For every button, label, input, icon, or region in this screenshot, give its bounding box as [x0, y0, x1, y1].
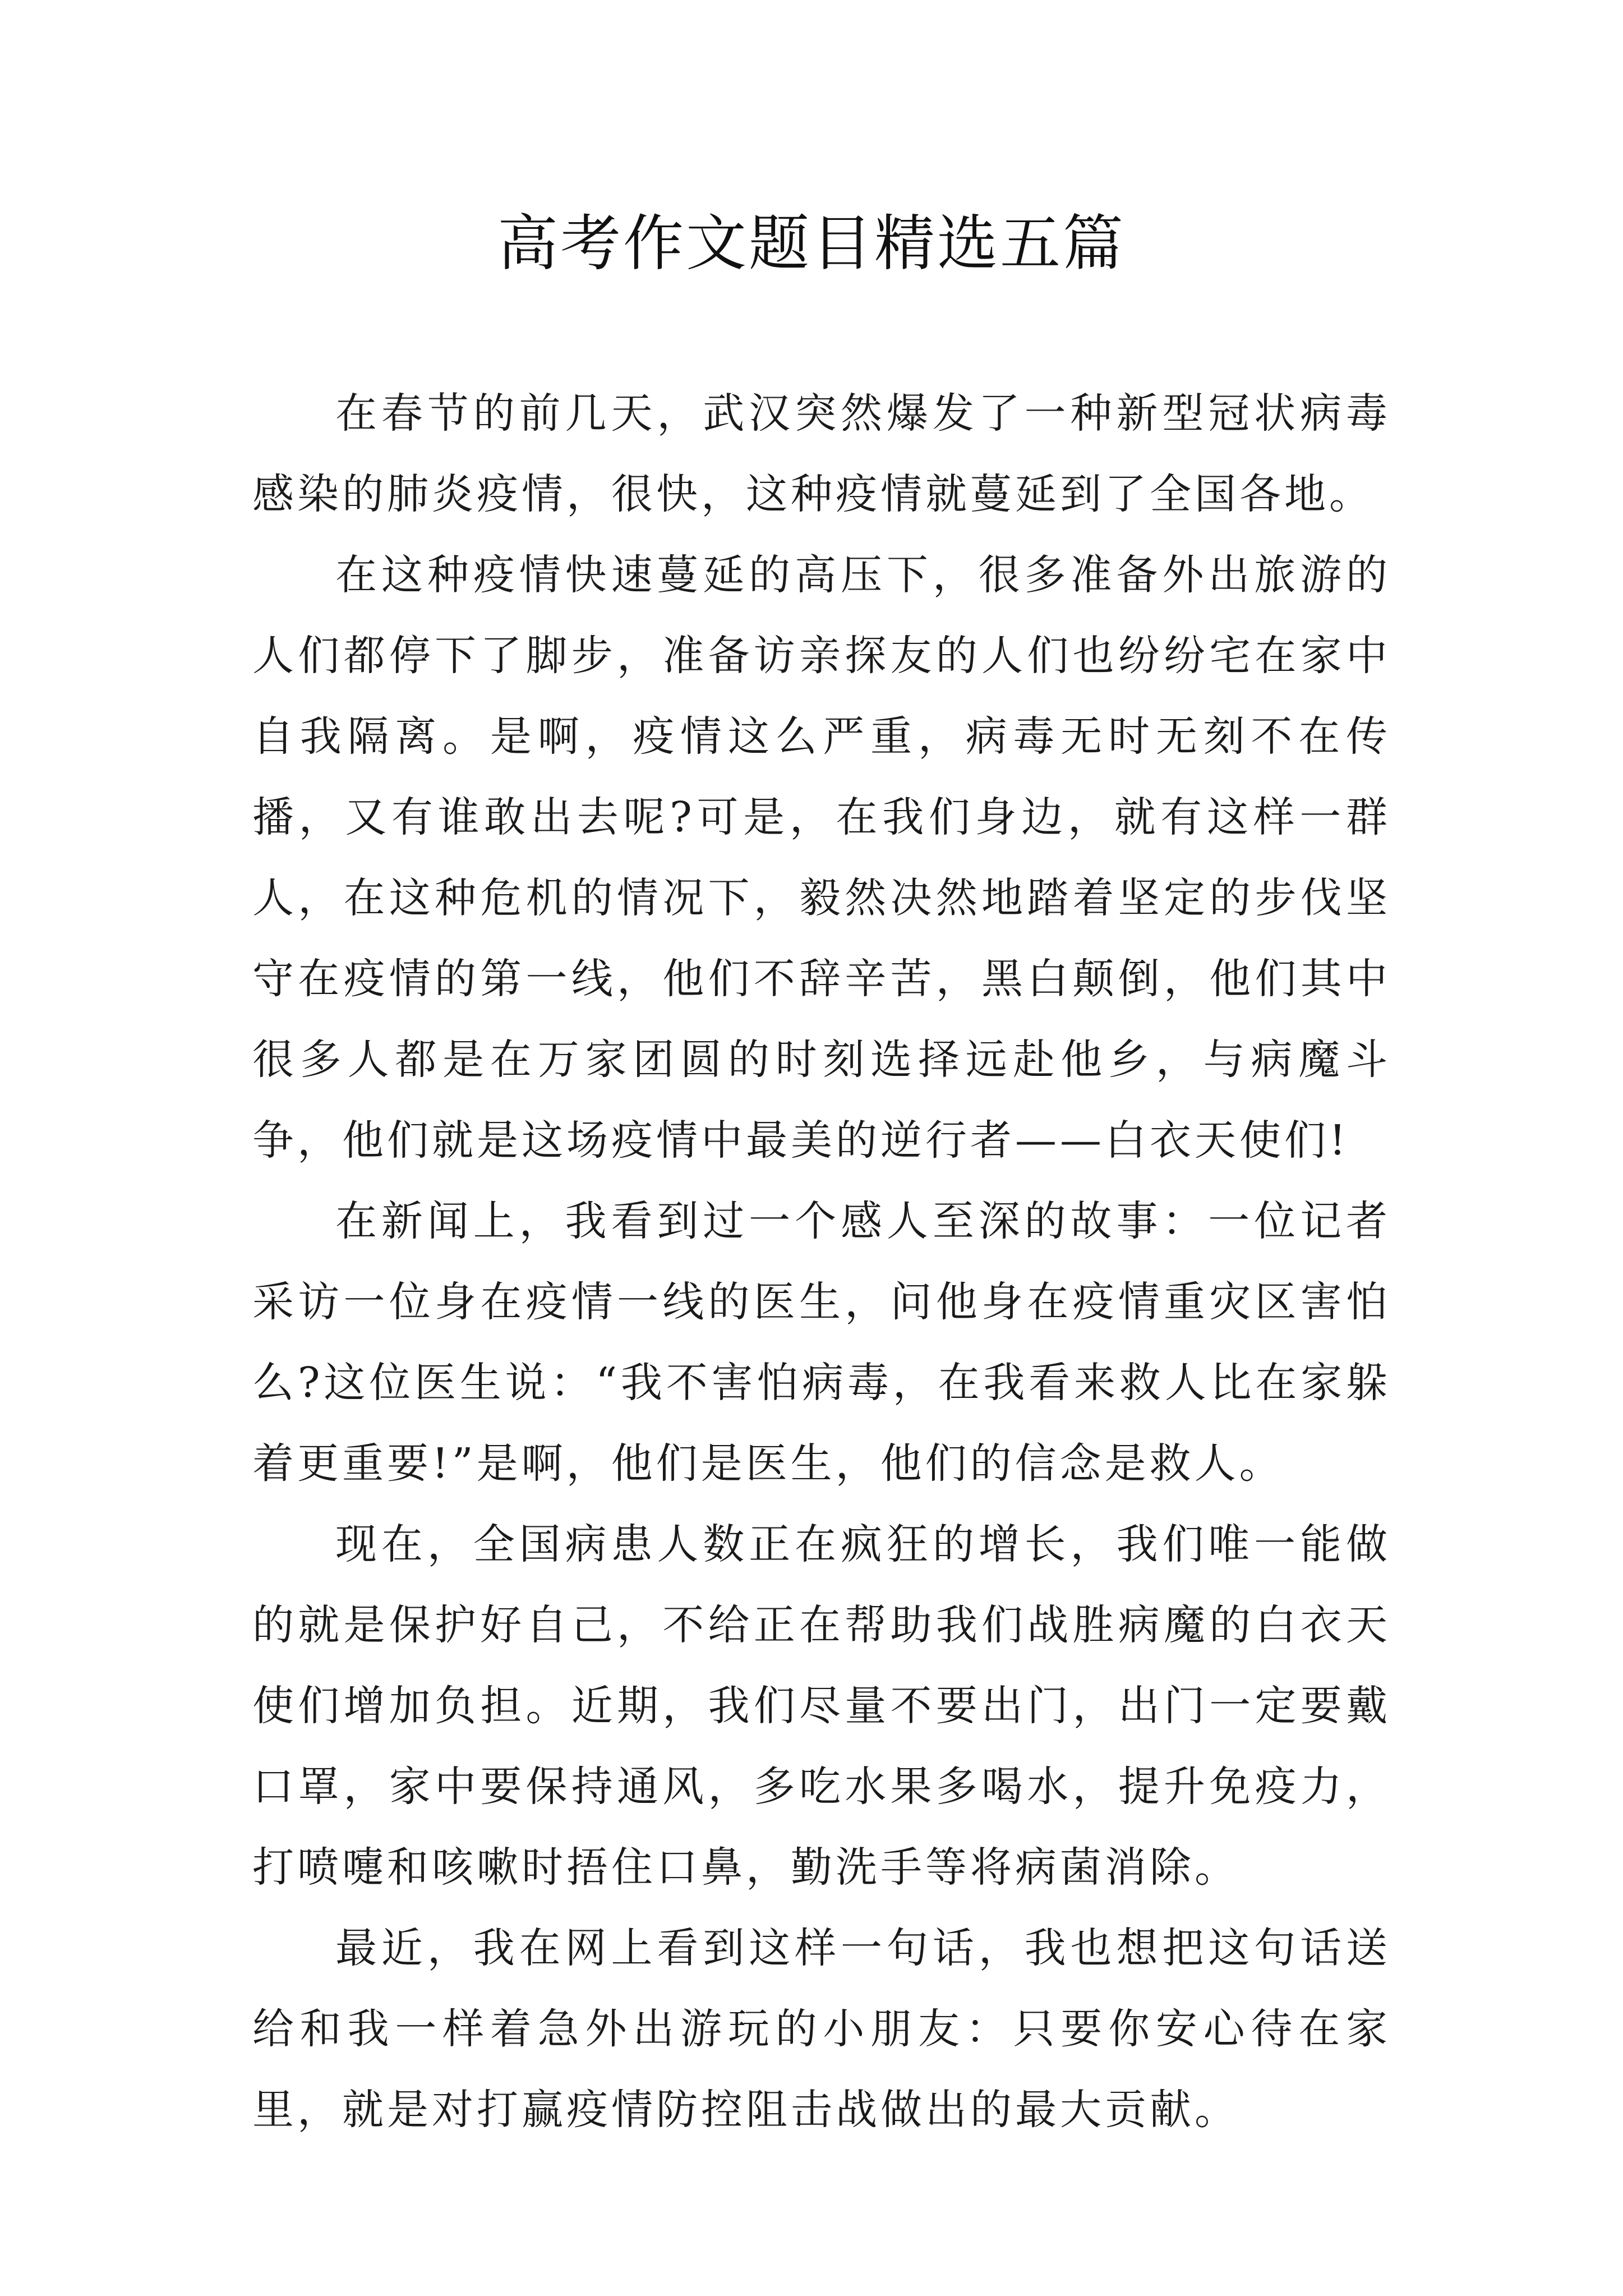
paragraph: 在春节的前几天，武汉突然爆发了一种新型冠状病毒感染的肺炎疫情，很快，这种疫情就蔓延到了全国各地。 — [252, 389, 1391, 518]
paragraph: 现在，全国病患人数正在疯狂的增长，我们唯一能做的就是保护好自己，不给正在帮助我们战胜病魔的白衣天使们增加负担。近期，我们尽量不要出门，出门一定要戴口罩，家中要保持通风，多吃水果多喝水，提升免疫力，打喷嚏和咳嗽时捂住口鼻，勤洗手等将病菌消除。 — [252, 1520, 1391, 1892]
paragraph: 最近，我在网上看到这样一句话，我也想把这句话送给和我一样着急外出游玩的小朋友：只要你安心待在家里，就是对打赢疫情防控阻击战做出的最大贡献。 — [252, 1924, 1391, 2134]
document-title: 高考作文题目精选五篇 — [497, 209, 1126, 279]
document-body — [252, 373, 1391, 2150]
paragraph: 在新闻上，我看到过一个感人至深的故事：一位记者采访一位身在疫情一线的医生，问他身在疫情重灾区害怕么?这位医生说：“我不害怕病毒，在我看来救人比在家躲着更重要!”是啊，他们是医生，他们的信念是救人。 — [252, 1197, 1391, 1488]
paragraph: 在这种疫情快速蔓延的高压下，很多准备外出旅游的人们都停下了脚步，准备访亲探友的人们也纷纷宅在家中自我隔离。是啊，疫情这么严重，病毒无时无刻不在传播，又有谁敢出去呢?可是，在我们身边，就有这样一群人，在这种危机的情况下，毅然决然地踏着坚定的步伐坚守在疫情的第一线，他们不辞辛苦，黑白颠倒，他们其中很多人都是在万家团圆的时刻选择远赴他乡，与病魔斗争，他们就是这场疫情中最美的逆行者——白衣天使们! — [252, 551, 1391, 1165]
